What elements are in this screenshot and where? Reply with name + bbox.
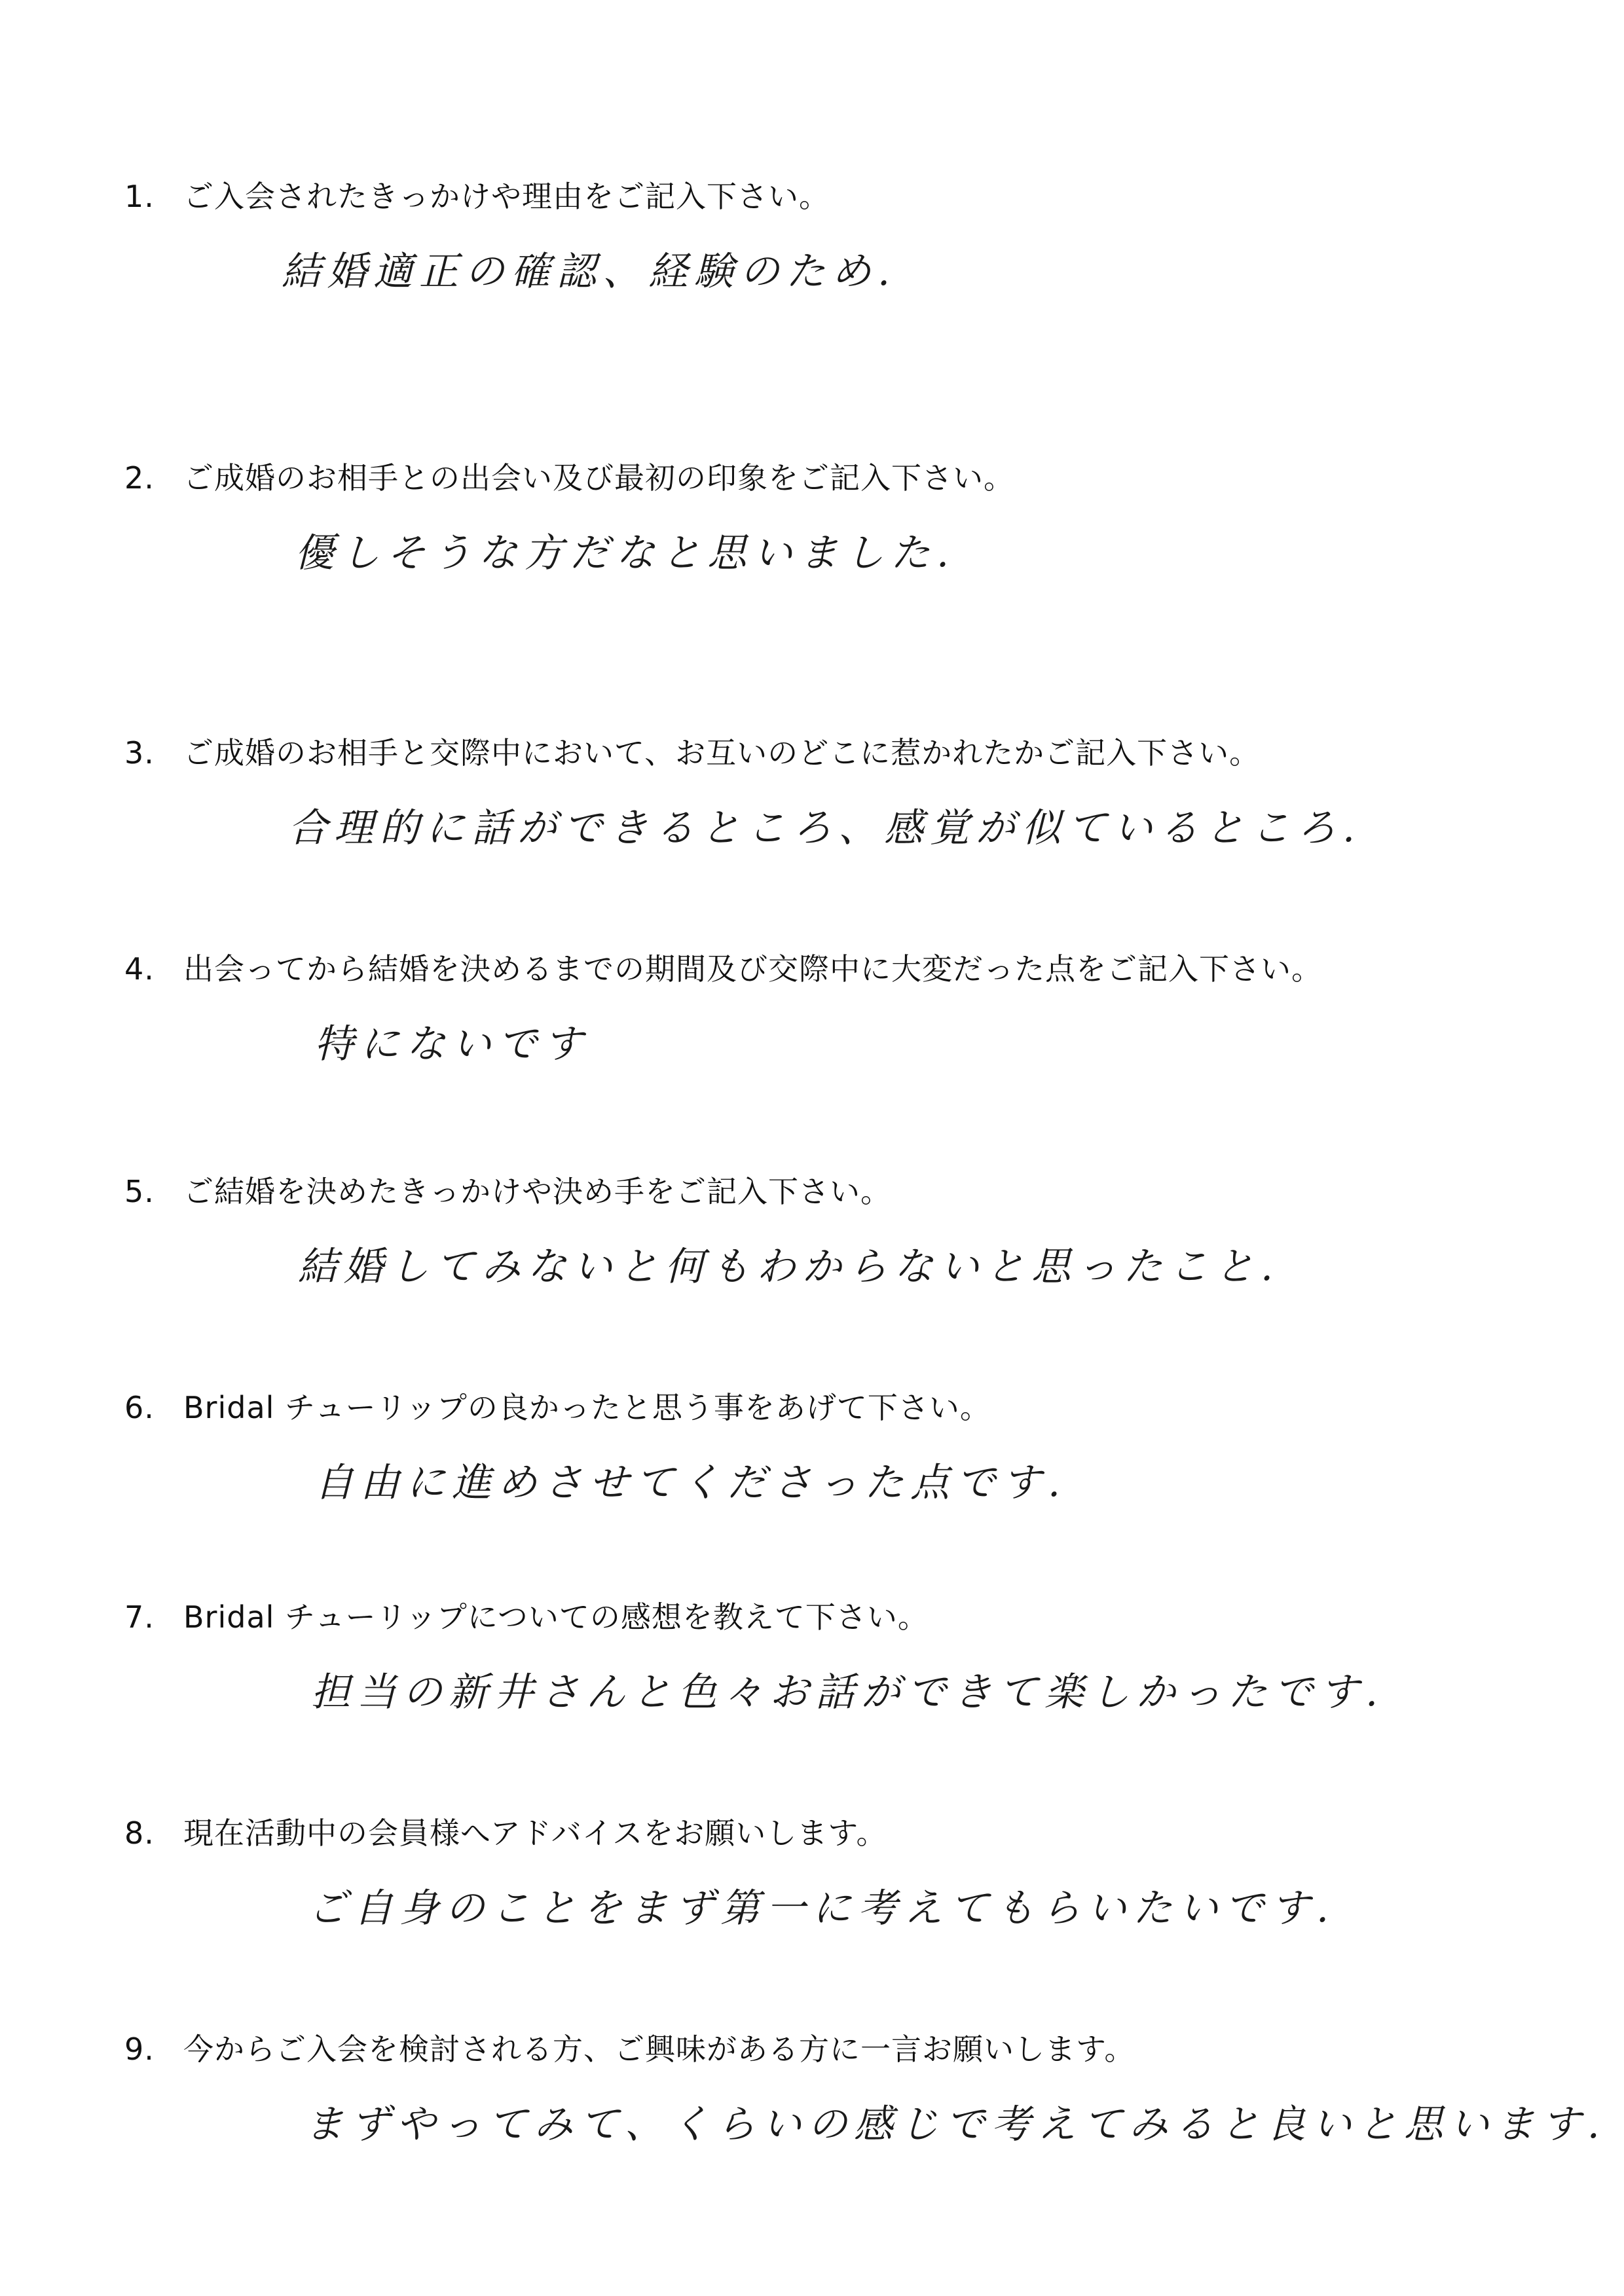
question-number: 8.	[124, 1815, 155, 1851]
question-number: 6.	[124, 1390, 155, 1425]
question-text: ご成婚のお相手と交際中において、お互いのどこに惹かれたかご記入下さい。	[183, 735, 1261, 771]
question-number: 4.	[124, 951, 155, 987]
handwritten-answer-6: 自由に進めさせてくださった点です.	[314, 1460, 1067, 1506]
question-9	[124, 2030, 1135, 2069]
question-number: 9.	[124, 2032, 155, 2067]
question-text: Bridal チューリップの良かったと思う事をあげて下さい。	[183, 1390, 991, 1425]
question-number: 1.	[124, 179, 155, 214]
handwritten-answer-8: ご自身のことをまず第一に考えてもらいたいです.	[308, 1886, 1336, 1931]
handwritten-answer-9: まずやってみて、くらいの感じで考えてみると良いと思います.	[304, 2102, 1606, 2147]
question-2	[124, 458, 1014, 498]
question-8	[124, 1813, 887, 1853]
handwritten-answer-1: 結婚適正の確認、経験のため.	[282, 249, 897, 295]
question-4	[124, 949, 1322, 989]
question-number: 5.	[124, 1174, 155, 1209]
handwritten-answer-7: 担当の新井さんと色々お話ができて楽しかったです.	[311, 1669, 1385, 1715]
handwritten-answer-3: 合理的に話ができるところ、感覚が似ているところ.	[288, 805, 1362, 851]
question-1	[124, 177, 830, 216]
question-text: ご成婚のお相手との出会い及び最初の印象をご記入下さい。	[183, 460, 1014, 496]
question-7	[124, 1597, 929, 1637]
question-number: 2.	[124, 460, 155, 496]
question-text: ご結婚を決めたきっかけや決め手をご記入下さい。	[183, 1174, 891, 1209]
question-3	[124, 733, 1260, 773]
question-6	[124, 1388, 991, 1427]
handwritten-answer-4: 特にないです	[314, 1021, 589, 1067]
question-text: 現在活動中の会員様へアドバイスをお願いします。	[183, 1815, 887, 1851]
question-5	[124, 1172, 891, 1211]
handwritten-answer-5: 結婚してみないと何もわからないと思ったこと.	[298, 1244, 1280, 1290]
question-text: 今からご入会を検討される方、ご興味がある方に一言お願いします。	[183, 2032, 1135, 2067]
question-number: 3.	[124, 735, 155, 771]
handwritten-answer-2: 優しそうな方だなと思いました.	[295, 530, 956, 576]
question-number: 7.	[124, 1599, 155, 1635]
question-text: Bridal チューリップについての感想を教えて下さい。	[183, 1599, 929, 1635]
question-text: ご入会されたきっかけや理由をご記入下さい。	[183, 179, 830, 214]
question-text: 出会ってから結婚を決めるまでの期間及び交際中に大変だった点をご記入下さい。	[183, 951, 1322, 987]
